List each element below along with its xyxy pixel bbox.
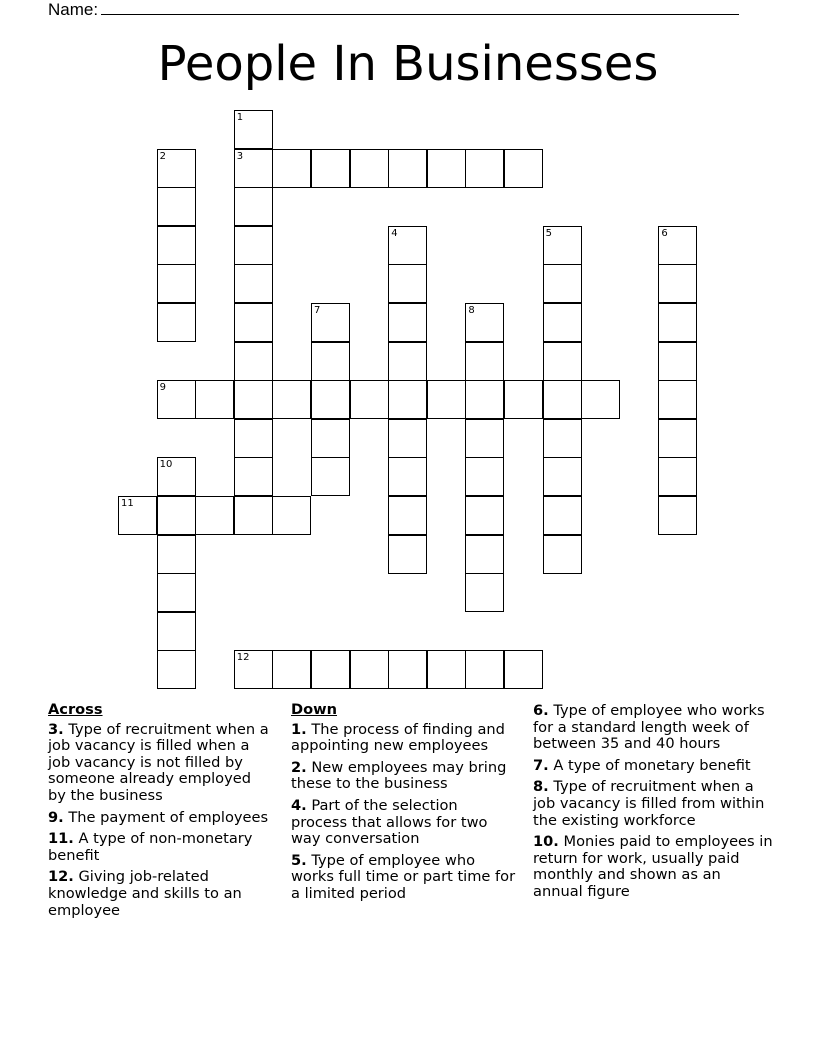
grid-cell[interactable] [272,650,311,689]
grid-cell[interactable] [543,303,582,342]
grid-cell[interactable] [543,380,582,419]
clue-across-12: 12. Giving job-related knowledge and skills to an employee [48,868,242,919]
grid-cell[interactable] [157,187,196,226]
grid-cell[interactable] [234,650,273,689]
grid-cell[interactable] [157,650,196,689]
grid-cell[interactable] [658,380,697,419]
grid-cell[interactable] [465,535,504,574]
cell-number: 12 [236,652,250,664]
grid-cell[interactable] [543,264,582,303]
grid-cell[interactable] [504,380,543,419]
grid-cell[interactable] [195,496,234,535]
cell-number: 5 [545,227,552,239]
grid-cell[interactable] [350,380,389,419]
grid-cell[interactable] [157,264,196,303]
grid-cell[interactable] [388,457,427,496]
clue-down-2: 2. New employees may bring these to the business [291,758,507,793]
clue-down-1: 1. The process of finding and appointing new employees [291,720,505,755]
cell-number: 11 [121,498,134,509]
grid-cell[interactable] [311,149,350,188]
clue-across-9: 9. The payment of employees [48,808,269,826]
grid-cell[interactable] [311,303,350,342]
grid-cell[interactable] [658,342,697,381]
grid-cell[interactable] [157,573,196,612]
grid-cell[interactable] [272,149,311,188]
grid-cell[interactable] [195,380,234,419]
page-title: People In Businesses [157,36,659,92]
grid-cell[interactable] [465,149,504,188]
grid-cell[interactable] [543,419,582,458]
grid-cell[interactable] [388,535,427,574]
grid-cell[interactable] [388,496,427,535]
cell-number: 3 [236,150,244,162]
clue-down-10: 10. Monies paid to employees in return for work, usually paid monthly and shown as an annual figure [533,833,773,900]
grid-cell[interactable] [388,650,427,689]
grid-cell[interactable] [658,457,697,496]
down-clues-continued [533,703,773,906]
clue-down-6: 6. Type of employee who works for a standard length week of between 35 and 40 hours [533,702,765,753]
grid-cell[interactable] [118,496,157,535]
across-clues [48,702,273,924]
clue-down-7: 7. A type of monetary benefit [533,756,751,774]
grid-cell[interactable] [465,496,504,535]
grid-cell[interactable] [234,110,273,149]
grid-cell[interactable] [543,342,582,381]
cell-number: 9 [159,382,166,394]
grid-cell[interactable] [311,380,350,419]
grid-cell[interactable] [311,457,350,496]
grid-cell[interactable] [234,457,273,496]
grid-cell[interactable] [234,380,273,419]
cell-number: 6 [661,227,668,239]
clue-down-8: 8. Type of recruitment when a job vacancy is filled from within the existing workforce [533,778,765,829]
grid-cell[interactable] [504,650,543,689]
grid-cell[interactable] [272,380,311,419]
grid-cell[interactable] [234,226,273,265]
grid-cell[interactable] [234,187,273,226]
grid-cell[interactable] [388,226,427,265]
grid-cell[interactable] [658,264,697,303]
grid-cell[interactable] [465,457,504,496]
across-heading: Across [48,701,103,718]
cell-number: 8 [468,305,475,316]
grid-cell[interactable] [350,149,389,188]
grid-cell[interactable] [157,457,196,496]
grid-cell[interactable] [427,149,466,188]
grid-cell[interactable] [543,457,582,496]
grid-cell[interactable] [465,419,504,458]
grid-cell[interactable] [543,496,582,535]
grid-cell[interactable] [658,226,697,265]
grid-cell[interactable] [157,612,196,651]
clue-across-3: 3. Type of recruitment when a job vacancy is filled when a job vacancy is not filled by someone already employed by the business [48,720,269,804]
grid-cell[interactable] [234,303,273,342]
grid-cell[interactable] [272,496,311,535]
grid-cell[interactable] [465,303,504,342]
grid-cell[interactable] [388,149,427,188]
grid-cell[interactable] [157,226,196,265]
grid-cell[interactable] [234,496,273,535]
grid-cell[interactable] [157,303,196,342]
clue-across-11: 11. A type of non-monetary benefit [48,830,253,864]
down-clues [291,702,516,908]
grid-cell[interactable] [311,342,350,381]
cell-number: 7 [314,305,321,316]
clue-down-4: 4. Part of the selection process that allows for two way conversation [291,796,488,848]
grid-cell[interactable] [157,149,196,188]
grid-cell[interactable] [504,149,543,188]
grid-cell[interactable] [157,380,196,419]
grid-cell[interactable] [581,380,620,419]
grid-cell[interactable] [311,650,350,689]
grid-cell[interactable] [157,535,196,574]
down-heading: Down [291,701,338,718]
grid-cell[interactable] [388,342,427,381]
grid-cell[interactable] [234,342,273,381]
cell-number: 4 [391,227,398,239]
grid-cell[interactable] [465,342,504,381]
cell-number: 1 [236,112,244,123]
grid-cell[interactable] [388,264,427,303]
grid-cell[interactable] [543,226,582,265]
grid-cell[interactable] [234,264,273,303]
grid-cell[interactable] [157,496,196,535]
grid-cell[interactable] [465,380,504,419]
grid-cell[interactable] [350,650,389,689]
grid-cell[interactable] [388,303,427,342]
grid-cell[interactable] [658,303,697,342]
grid-cell[interactable] [388,380,427,419]
clue-down-5: 5. Type of employee who works full time or part time for a limited period [291,851,516,902]
grid-cell[interactable] [543,535,582,574]
grid-cell[interactable] [465,650,504,689]
grid-cell[interactable] [234,149,273,188]
grid-cell[interactable] [465,573,504,612]
cell-number: 2 [159,150,166,162]
grid-cell[interactable] [234,419,273,458]
grid-cell[interactable] [427,380,466,419]
grid-cell[interactable] [658,419,697,458]
name-label: Name: [48,0,99,19]
grid-cell[interactable] [427,650,466,689]
grid-cell[interactable] [311,419,350,458]
grid-cell[interactable] [388,419,427,458]
cell-number: 10 [159,459,173,471]
grid-cell[interactable] [658,496,697,535]
